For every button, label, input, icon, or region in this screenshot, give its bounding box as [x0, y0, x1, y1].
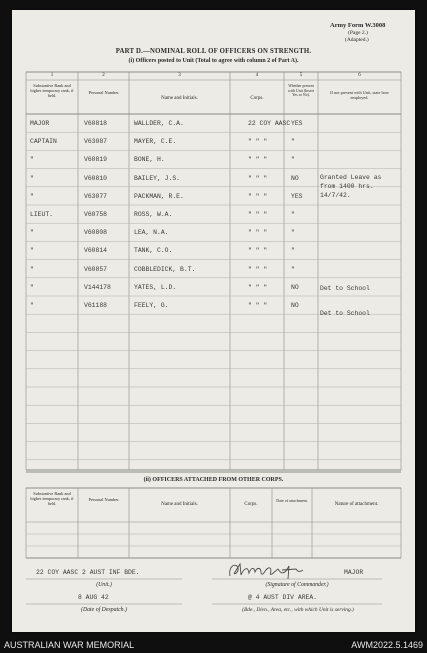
row-corps: " " ": [248, 302, 268, 309]
row-number: V60857: [84, 265, 108, 273]
row-note: Det to School: [320, 310, 370, 317]
row-rank: ": [30, 192, 34, 200]
row-present: ": [291, 211, 295, 218]
table-grid: [12, 10, 415, 632]
row-rank: ": [30, 247, 34, 255]
form-page: (Page 2.): [348, 30, 368, 36]
caption-left: AUSTRALIAN WAR MEMORIAL: [4, 640, 135, 650]
header2-personal-number: Personal Number.: [88, 497, 120, 502]
date-label: (Date of Despatch.): [81, 607, 127, 613]
header-name: Name and Initials.: [161, 96, 198, 101]
section1-title: (i) Officers posted to Unit (Total to agree with column 2 of Part A).: [128, 58, 299, 64]
row-present: NO: [291, 283, 299, 291]
row-present: YES: [291, 120, 303, 127]
row-corps: " " ": [248, 283, 268, 291]
unit-value: 22 COY AASC 2 AUST INF BDE.: [36, 569, 140, 576]
row-name: ROSS, W.A.: [134, 211, 173, 218]
header2-name: Name and Initials.: [161, 502, 198, 507]
row-corps: 22 COY AASC: [248, 120, 291, 127]
row-present: ": [291, 265, 295, 273]
col-number-4: 4: [255, 73, 259, 78]
row-name: WALLDER, C.A.: [134, 120, 184, 127]
row-name: COBBLEDICK, B.T.: [134, 265, 196, 273]
commander-signature: [226, 560, 316, 582]
row-number: V63087: [84, 138, 108, 146]
row-present: NO: [291, 302, 299, 309]
col-number-2: 2: [102, 73, 105, 78]
row-name: LEA, N.A.: [134, 229, 169, 237]
row-number: V60818: [84, 120, 108, 127]
row-number: V63077: [84, 192, 108, 200]
row-note: Granted Leave as from 1400 hrs. 14/7/42.: [320, 173, 382, 199]
row-corps: " " ": [248, 174, 268, 182]
date-value: 8 AUG 42: [78, 594, 109, 601]
row-name: BAILEY, J.S.: [134, 174, 181, 182]
row-number: V144178: [84, 283, 111, 291]
row-rank: ": [30, 302, 34, 309]
section2-title: (ii) OFFICERS ATTACHED FROM OTHER CORPS.: [143, 477, 284, 483]
signature-label: (Signature of Commander.): [265, 582, 329, 588]
row-corps: " " ": [248, 192, 268, 200]
form-adapted: (Adapted.): [345, 37, 369, 43]
col-number-5: 5: [299, 73, 303, 78]
header2-rank: Substantive Rank and higher temporary rank, if held.: [30, 491, 74, 506]
row-rank: CAPTAIN: [30, 138, 57, 146]
row-corps: " " ": [248, 247, 268, 255]
row-rank: ": [30, 283, 34, 291]
document-sheet: [12, 10, 415, 632]
col-number-6: 6: [358, 73, 361, 78]
row-number: V60758: [84, 211, 108, 218]
row-present: ": [291, 138, 295, 146]
unit-label: (Unit.): [96, 582, 112, 588]
form-id: Army Form W.3008: [330, 22, 386, 29]
row-number: V60810: [84, 174, 108, 182]
header2-nature: Nature of attachment.: [334, 502, 379, 507]
row-rank: ": [30, 265, 34, 273]
area-value: @ 4 AUST DIV AREA.: [248, 594, 318, 601]
part-title: PART D.—NOMINAL ROLL OF OFFICERS ON STRENGTH.: [115, 48, 312, 55]
header2-corps: Corps.: [244, 502, 258, 507]
row-corps: " " ": [248, 265, 268, 273]
header-corps: Corps.: [250, 96, 264, 101]
row-rank: LIEUT.: [30, 211, 54, 218]
row-name: PACKMAN, R.E.: [134, 192, 184, 200]
row-rank: ": [30, 229, 34, 237]
row-number: V60819: [84, 156, 108, 164]
row-corps: " " ": [248, 156, 268, 164]
row-corps: " " ": [248, 229, 268, 237]
col-number-3: 3: [178, 73, 181, 78]
header-rank: Substantive Rank and higher temporary rank, if held.: [30, 83, 74, 98]
row-number: V60808: [84, 229, 108, 237]
row-name: TANK, C.O.: [134, 247, 173, 255]
header2-date-of-attachment: Date of attachment.: [276, 498, 308, 503]
header-personal-number: Personal Number.: [88, 90, 120, 95]
row-number: V60814: [84, 247, 108, 255]
row-present: ": [291, 247, 295, 255]
row-present: ": [291, 156, 295, 164]
row-corps: " " ": [248, 211, 268, 218]
row-name: YATES, L.D.: [134, 283, 177, 291]
caption-bar: [0, 637, 427, 653]
row-name: FEELY, G.: [134, 302, 169, 309]
header-whether-present: Whether present with Unit (Insert Yes or No).: [288, 84, 314, 98]
row-present: ": [291, 229, 295, 237]
area-label: (Bde., Divn., Area, etc., with which Unit is serving.): [242, 607, 354, 613]
rank-value: MAJOR: [344, 569, 364, 576]
col-number-1: 1: [50, 73, 54, 78]
row-present: NO: [291, 174, 299, 182]
row-present: YES: [291, 192, 303, 200]
row-number: V61188: [84, 302, 108, 309]
row-corps: " " ": [248, 138, 268, 146]
row-note: Det to School: [320, 284, 370, 292]
header-if-not-present: If not present with Unit, state how employed.: [330, 90, 389, 100]
row-rank: ": [30, 174, 34, 182]
caption-right: AWM2022.5.1469: [351, 640, 423, 650]
row-name: BONE, H.: [134, 156, 165, 164]
row-name: MAYER, C.E.: [134, 138, 177, 146]
row-rank: ": [30, 156, 34, 164]
row-rank: MAJOR: [30, 120, 50, 127]
